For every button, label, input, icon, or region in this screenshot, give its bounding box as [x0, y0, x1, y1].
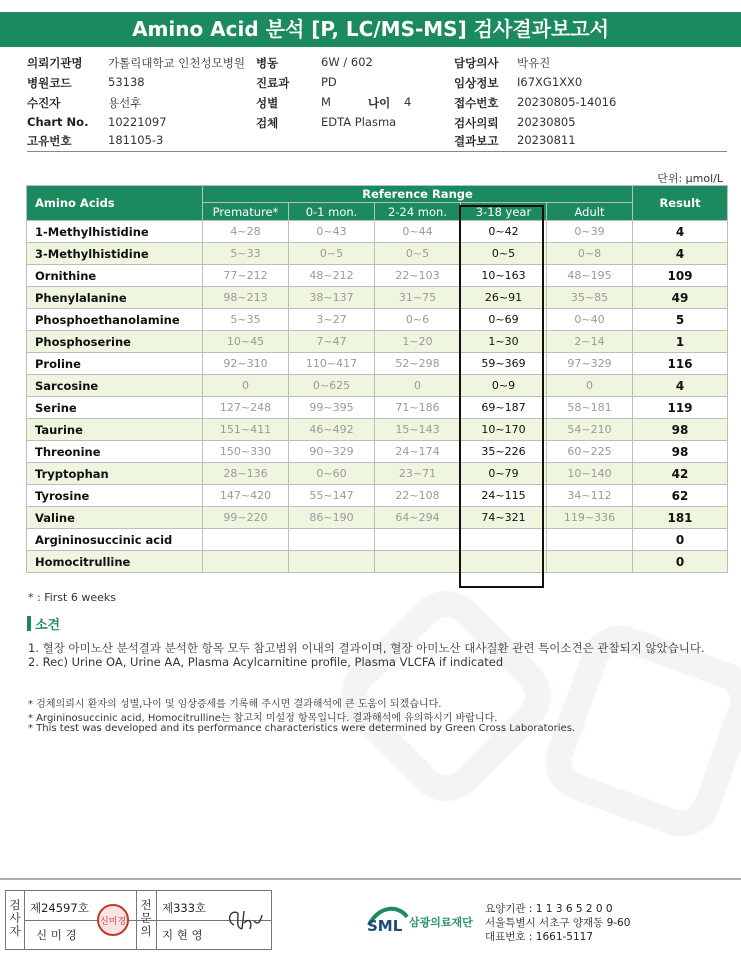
chart-value: 10221097 [108, 115, 167, 129]
receiver-value: 용선후 [108, 96, 142, 110]
reference-value: 0~9 [461, 375, 547, 397]
amino-acid-name: Threonine [27, 441, 203, 463]
amino-acid-name: Ornithine [27, 265, 203, 287]
table-row [27, 551, 728, 573]
reference-value: 0~79 [461, 463, 547, 485]
reported-label: 결과보고 [454, 134, 499, 148]
section-marker [27, 616, 31, 631]
code-label: 병원코드 [27, 76, 72, 90]
divider [136, 891, 137, 949]
reference-value: 10~163 [461, 265, 547, 287]
reference-value: 0~60 [289, 463, 375, 485]
reference-value: 35~85 [547, 287, 633, 309]
info-row-1 [27, 55, 727, 73]
result-value: 4 [633, 375, 728, 397]
reference-value: 0~625 [289, 375, 375, 397]
amino-acid-name: Phosphoserine [27, 331, 203, 353]
reference-value: 23~71 [375, 463, 461, 485]
info-row-3 [27, 95, 727, 113]
amino-acid-name: Proline [27, 353, 203, 375]
reference-value [203, 551, 289, 573]
reference-value [203, 529, 289, 551]
col-adult: Adult [547, 203, 633, 221]
age-group-highlight [459, 205, 544, 588]
sex-label: 성별 [256, 96, 279, 110]
specimen-value: EDTA Plasma [321, 115, 397, 129]
col-reference-range: Reference Range [203, 186, 633, 203]
svg-text:신미경: 신미경 [99, 917, 127, 927]
amino-acid-table [26, 185, 728, 573]
reference-value [547, 551, 633, 573]
table-row [27, 463, 728, 485]
result-value: 181 [633, 507, 728, 529]
info-row-5 [27, 133, 727, 151]
reference-value: 31~75 [375, 287, 461, 309]
table-row [27, 375, 728, 397]
receiver-label: 수진자 [27, 96, 61, 110]
table-row [27, 507, 728, 529]
result-value: 4 [633, 221, 728, 243]
findings-title-text: 소견 [35, 618, 61, 633]
amino-acid-name: Serine [27, 397, 203, 419]
info-row-4 [27, 115, 727, 133]
result-value: 98 [633, 441, 728, 463]
reference-value: 15~143 [375, 419, 461, 441]
sml-logo-icon [365, 903, 409, 937]
note-line: * 검체의뢰시 환자의 성별,나이 및 임상증세를 기록해 주시면 결과해석에 큰 도움이 되겠습니다. [28, 699, 442, 710]
amino-acid-name: Homocitrulline [27, 551, 203, 573]
reference-value: 58~181 [547, 397, 633, 419]
seal-icon [96, 903, 130, 937]
signature-icon [224, 905, 264, 935]
reference-value: 0~6 [375, 309, 461, 331]
age-label: 나이 [368, 96, 391, 110]
reference-value: 98~213 [203, 287, 289, 309]
result-value: 4 [633, 243, 728, 265]
reference-value: 127~248 [203, 397, 289, 419]
reference-value: 10~140 [547, 463, 633, 485]
code-value: 53138 [108, 75, 145, 89]
sml-logo [365, 903, 473, 941]
org-line-2: 서울특별시 서초구 양재동 9-60 [485, 917, 631, 929]
specimen-label: 검체 [256, 116, 279, 130]
reference-value [289, 529, 375, 551]
reference-value: 99~220 [203, 507, 289, 529]
org-line-3: 대표번호 : 1661-5117 [485, 931, 594, 943]
report-title: Amino Acid 분석 [P, LC/MS-MS] 검사결과보고서 [0, 12, 741, 47]
result-value: 49 [633, 287, 728, 309]
amino-acid-name: Phenylalanine [27, 287, 203, 309]
reference-value: 55~147 [289, 485, 375, 507]
divider [156, 891, 157, 949]
amino-acid-name: 1-Methylhistidine [27, 221, 203, 243]
reference-value: 10~170 [461, 419, 547, 441]
reference-value: 71~186 [375, 397, 461, 419]
reference-value: 3~27 [289, 309, 375, 331]
reference-value: 22~103 [375, 265, 461, 287]
svg-text:SML: SML [367, 917, 403, 935]
reference-value: 7~47 [289, 331, 375, 353]
amino-acid-name: 3-Methylhistidine [27, 243, 203, 265]
amino-acid-name: Argininosuccinic acid [27, 529, 203, 551]
ward-label: 병동 [256, 56, 279, 70]
table-row [27, 265, 728, 287]
id-value: 181105-3 [108, 133, 164, 147]
reference-value [547, 529, 633, 551]
dept-label: 진료과 [256, 76, 290, 90]
table-row [27, 331, 728, 353]
reference-value: 60~225 [547, 441, 633, 463]
reference-value: 0~8 [547, 243, 633, 265]
table-row [27, 485, 728, 507]
result-value: 5 [633, 309, 728, 331]
reference-value: 0 [547, 375, 633, 397]
result-value: 0 [633, 551, 728, 573]
requested-value: 20230805 [517, 115, 576, 129]
accession-value: 20230805-14016 [517, 95, 617, 109]
result-value: 119 [633, 397, 728, 419]
reference-value: 147~420 [203, 485, 289, 507]
reference-value: 110~417 [289, 353, 375, 375]
unit-label: 단위: μmol/L [657, 172, 723, 185]
reference-value: 0~43 [289, 221, 375, 243]
reference-value: 5~33 [203, 243, 289, 265]
doctor-label: 담당의사 [454, 56, 499, 70]
reference-value: 2~14 [547, 331, 633, 353]
reference-value [289, 551, 375, 573]
reference-value [375, 529, 461, 551]
reference-value: 28~136 [203, 463, 289, 485]
reference-value: 34~112 [547, 485, 633, 507]
clinical-value: I67XG1XX0 [517, 75, 583, 89]
specialist-label: 전문의 [140, 898, 152, 938]
amino-acid-name: Valine [27, 507, 203, 529]
table-row [27, 397, 728, 419]
reference-value: 97~329 [547, 353, 633, 375]
findings-title [27, 614, 60, 633]
table-row [27, 353, 728, 375]
reference-value: 38~137 [289, 287, 375, 309]
chart-label: Chart No. [27, 115, 89, 129]
result-value: 42 [633, 463, 728, 485]
doctor-value: 박유진 [517, 56, 551, 70]
result-value: 98 [633, 419, 728, 441]
finding-line: 2. Rec) Urine OA, Urine AA, Plasma Acylcarnitine profile, Plasma VLCFA if indicated [28, 655, 504, 669]
reference-value: 48~195 [547, 265, 633, 287]
note-line: * Argininosuccinic acid, Homocitrulline는 참고치 미설정 항목입니다. 결과해석에 유의하시기 바랍니다. [28, 713, 498, 724]
reference-value: 77~212 [203, 265, 289, 287]
result-value: 116 [633, 353, 728, 375]
reference-value: 151~411 [203, 419, 289, 441]
info-divider [27, 151, 727, 152]
reference-value: 74~321 [461, 507, 547, 529]
table-row [27, 529, 728, 551]
reference-value: 90~329 [289, 441, 375, 463]
reference-value: 0~5 [461, 243, 547, 265]
amino-acid-name: Tyrosine [27, 485, 203, 507]
reference-value: 0~5 [289, 243, 375, 265]
reference-value: 119~336 [547, 507, 633, 529]
tester-name: 신 미 경 [36, 928, 77, 942]
table-row [27, 441, 728, 463]
accession-label: 접수번호 [454, 96, 499, 110]
reference-value: 92~310 [203, 353, 289, 375]
result-value: 109 [633, 265, 728, 287]
org-line-1: 요양기관 : 1 1 3 6 5 2 0 0 [485, 903, 613, 915]
reference-value: 35~226 [461, 441, 547, 463]
footnote: * : First 6 weeks [28, 591, 116, 604]
reference-value: 10~45 [203, 331, 289, 353]
col-result: Result [633, 186, 728, 221]
reference-value: 99~395 [289, 397, 375, 419]
amino-acid-name: Sarcosine [27, 375, 203, 397]
col-amino-acids: Amino Acids [27, 186, 203, 221]
reference-value: 48~212 [289, 265, 375, 287]
reference-value: 1~30 [461, 331, 547, 353]
reference-value: 0~69 [461, 309, 547, 331]
col-premature: Premature* [203, 203, 289, 221]
table-row [27, 243, 728, 265]
reference-value: 0 [375, 375, 461, 397]
col-2-24-mon: 2-24 mon. [375, 203, 461, 221]
amino-acid-name: Taurine [27, 419, 203, 441]
clinical-label: 임상정보 [454, 76, 499, 90]
info-row-2 [27, 75, 727, 93]
reference-value: 54~210 [547, 419, 633, 441]
patient-info [27, 55, 727, 150]
amino-acid-name: Tryptophan [27, 463, 203, 485]
result-value: 62 [633, 485, 728, 507]
reference-value: 0~40 [547, 309, 633, 331]
reference-value: 0~44 [375, 221, 461, 243]
note-line: * This test was developed and its performance characteristics were determined by Green Cross Laboratories. [28, 723, 576, 734]
table-row [27, 419, 728, 441]
reference-value: 24~174 [375, 441, 461, 463]
reference-value: 69~187 [461, 397, 547, 419]
reference-value: 59~369 [461, 353, 547, 375]
reference-value: 0~39 [547, 221, 633, 243]
table-row [27, 309, 728, 331]
reported-value: 20230811 [517, 133, 576, 147]
col-3-18-year: 3-18 year [461, 203, 547, 221]
dept-value: PD [321, 75, 337, 89]
reference-value: 5~35 [203, 309, 289, 331]
requested-label: 검사의뢰 [454, 116, 499, 130]
signature-box [5, 890, 272, 950]
result-value: 1 [633, 331, 728, 353]
reference-value: 46~492 [289, 419, 375, 441]
reference-value: 64~294 [375, 507, 461, 529]
table-row [27, 287, 728, 309]
tester-number: 제24597호 [30, 901, 89, 915]
reference-value: 26~91 [461, 287, 547, 309]
tester-label: 검사자 [9, 898, 21, 938]
reference-value: 4~28 [203, 221, 289, 243]
table-row [27, 221, 728, 243]
specialist-number: 제333호 [162, 901, 207, 915]
reference-value: 1~20 [375, 331, 461, 353]
result-value: 0 [633, 529, 728, 551]
reference-value: 0~42 [461, 221, 547, 243]
reference-value: 22~108 [375, 485, 461, 507]
reference-value: 24~115 [461, 485, 547, 507]
age-value: 4 [404, 95, 412, 109]
reference-value: 52~298 [375, 353, 461, 375]
specialist-name: 지 현 영 [162, 928, 203, 942]
reference-value: 86~190 [289, 507, 375, 529]
col-0-1-mon: 0-1 mon. [289, 203, 375, 221]
ward-value: 6W / 602 [321, 55, 373, 69]
hospital-value: 가톨릭대학교 인천성모병원 [108, 56, 245, 70]
reference-value [375, 551, 461, 573]
id-label: 고유번호 [27, 134, 72, 148]
amino-acid-name: Phosphoethanolamine [27, 309, 203, 331]
hospital-label: 의뢰기관명 [27, 56, 83, 70]
finding-line: 1. 혈장 아미노산 분석결과 분석한 항목 모두 참고범위 이내의 결과이며, 혈장 아미노산 대사질환 관련 특이소견은 관찰되지 않았습니다. [28, 641, 705, 655]
reference-value: 0 [203, 375, 289, 397]
reference-value: 150~330 [203, 441, 289, 463]
org-name: 삼광의료재단 [409, 916, 473, 929]
reference-value: 0~5 [375, 243, 461, 265]
sex-value: M [321, 95, 331, 109]
